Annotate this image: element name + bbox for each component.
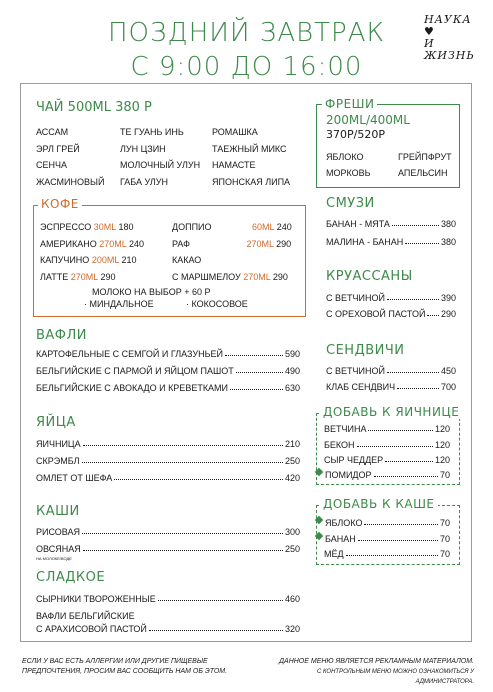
coffee-item: РАФ 270ML 290 [172, 238, 292, 249]
allergy-note [22, 657, 227, 677]
tea-item: ЖАСМИНОВЫЙ [36, 176, 105, 187]
waffles-title: ВАФЛИ [36, 328, 88, 343]
logo-line-1: НАУКА ♥ [424, 13, 472, 38]
add-porridge-title: ДОБАВЬ К КАШЕ [320, 497, 438, 511]
page-subtitle-hours: С 9:00 ДО 16:00 [130, 52, 363, 82]
tea-column-1 [36, 124, 104, 190]
porridge-note: НА МОЛОКЕ/ВОДЕ [36, 556, 72, 561]
menu-row: МЁД 70 [324, 549, 450, 559]
fresh-item: ЯБЛОКО [326, 152, 364, 162]
advertising-note-line: ДАННОЕ МЕНЮ ЯВЛЯЕТСЯ РЕКЛАМНЫМ МАТЕРИАЛОМ. [279, 658, 474, 665]
milk-option-almond: · МИНДАЛЬНОЕ [84, 299, 154, 309]
tea-item: РОМАШКА [212, 127, 258, 137]
fresh-price: 370Р/520Р [326, 128, 385, 141]
tea-price: 380 Р [115, 100, 152, 115]
smoothie-title: СМУЗИ [326, 196, 375, 211]
coffee-item: ДОППИО 60ML 240 [172, 222, 292, 232]
page-title: ПОЗДНИЙ ЗАВТРАК [107, 18, 386, 48]
fresh-item: ГРЕЙПФРУТ [398, 152, 452, 162]
sandwiches-title: СЕНДВИЧИ [326, 343, 405, 358]
logo-line-3: ЖИЗНЬ [424, 49, 475, 62]
fresh-title: ФРЕШИ [322, 97, 377, 111]
tea-item: ГАБА УЛУН [120, 176, 169, 187]
menu-row: БЕЛЬГИЙСКИЕ С ПАРМОЙ И ЯЙЦОМ ПАШОТ 490 [36, 366, 300, 376]
croissants-title: КРУАССАНЫ [326, 269, 413, 284]
menu-row: БЕКОН 120 [324, 440, 450, 450]
fresh-volume: 200ML/400ML [326, 113, 410, 127]
porridge-title: КАШИ [36, 504, 80, 519]
menu-row: БЕЛЬГИЙСКИЕ С АВОКАДО И КРЕВЕТКАМИ 630 [36, 383, 300, 393]
tea-volume: 500ML [67, 100, 111, 115]
coffee-item: КАПУЧИНО 200ML 210 [40, 255, 137, 265]
coffee-item: ЭСПРЕССО 30ML 180 [40, 222, 134, 232]
menu-row: С ВЕТЧИНОЙ 390 [326, 293, 456, 303]
tea-item: ЯПОНСКАЯ ЛИПА [212, 176, 291, 187]
menu-row: БАНАН - МЯТА 380 [326, 219, 456, 229]
menu-row: ЯИЧНИЦА 210 [36, 439, 300, 449]
logo [424, 14, 474, 62]
add-eggs-title: ДОБАВЬ К ЯИЧНИЦЕ [320, 405, 462, 419]
tea-title: ЧАЙ [36, 100, 64, 115]
coffee-item: ЛАТТЕ 270ML 290 [40, 271, 116, 282]
menu-row: С АРАХИСОВОЙ ПАСТОЙ 320 [36, 624, 300, 634]
menu-row: ЯБЛОКО 70 [316, 518, 450, 528]
diamond-bullet-icon [315, 468, 323, 476]
allergy-note-line: ЕСЛИ У ВАС ЕСТЬ АЛЛЕРГИИ ИЛИ ДРУГИЕ ПИЩЕВЫЕ [22, 658, 208, 665]
coffee-title: КОФЕ [38, 197, 82, 211]
menu-row: ОМЛЕТ ОТ ШЕФА 420 [36, 473, 300, 483]
fresh-item: МОРКОВЬ [326, 168, 371, 178]
coffee-item: С МАРШМЕЛОУ 270ML 290 [172, 271, 288, 282]
coffee-item: АМЕРИКАНО 270ML 240 [40, 238, 144, 249]
tea-item: СЕНЧА [36, 160, 68, 170]
tea-item: ТАЕЖНЫЙ МИКС [212, 143, 287, 154]
advertising-note [258, 657, 474, 687]
tea-column-2 [120, 124, 200, 190]
tea-column-3 [212, 124, 290, 190]
menu-row: БАНАН 70 [316, 534, 450, 544]
tea-item: НАМАСТЕ [212, 160, 256, 170]
coffee-item: КАКАО [172, 255, 202, 265]
menu-row: МАЛИНА - БАНАН 380 [326, 237, 456, 247]
advertising-note-line: С КОНТРОЛЬНЫМ МЕНЮ МОЖНО ОЗНАКОМИТЬСЯ У АДМИНИСТРАТОРА. [316, 669, 474, 685]
tea-heading [36, 100, 152, 115]
tea-item: АССАМ [36, 127, 69, 137]
allergy-note-line: ПРЕДПОЧТЕНИЯ, ПРОСИМ ВАС СООБЩИТЬ НАМ ОБ ЭТОМ. [22, 668, 228, 675]
eggs-title: ЯЙЦА [36, 415, 76, 430]
menu-row: ПОМИДОР 70 [316, 470, 450, 480]
menu-row: КЛАБ СЕНДВИЧ 700 [326, 382, 456, 392]
milk-option-coconut: · КОКОСОВОЕ [186, 299, 248, 309]
milk-note: МОЛОКО НА ВЫБОР + 60 Р [92, 287, 211, 297]
menu-row: ОВСЯНАЯ 250 [36, 544, 300, 554]
menu-row: СЫРНИКИ ТВОРОЖЕННЫЕ 460 [36, 594, 300, 604]
coffee-right-column [172, 219, 292, 285]
menu-row: КАРТОФЕЛЬНЫЕ С СЕМГОЙ И ГЛАЗУНЬЕЙ 590 [36, 349, 300, 359]
tea-item: ТЕ ГУАНЬ ИНЬ [120, 127, 184, 137]
diamond-bullet-icon [315, 532, 323, 540]
tea-item: ЭРЛ ГРЕЙ [36, 143, 80, 154]
menu-row: СКРЭМБЛ 250 [36, 456, 300, 466]
logo-line-2: И [424, 37, 435, 50]
coffee-left-column [40, 219, 144, 285]
menu-row: ВЕТЧИНА 120 [324, 424, 450, 434]
diamond-bullet-icon [315, 516, 323, 524]
menu-row: СЫР ЧЕДДЕР 120 [324, 455, 450, 465]
sweet-title: СЛАДКОЕ [36, 570, 106, 585]
menu-row: РИСОВАЯ 300 [36, 527, 300, 537]
menu-row: С ОРЕХОВОЙ ПАСТОЙ 290 [326, 309, 456, 319]
menu-row-name: ВАФЛИ БЕЛЬГИЙСКИЕ [36, 611, 135, 621]
tea-item: ЛУН ЦЗИН [120, 143, 166, 154]
fresh-item: АПЕЛЬСИН [398, 168, 448, 178]
menu-row: С ВЕТЧИНОЙ 450 [326, 366, 456, 376]
tea-item: МОЛОЧНЫЙ УЛУН [120, 160, 201, 170]
